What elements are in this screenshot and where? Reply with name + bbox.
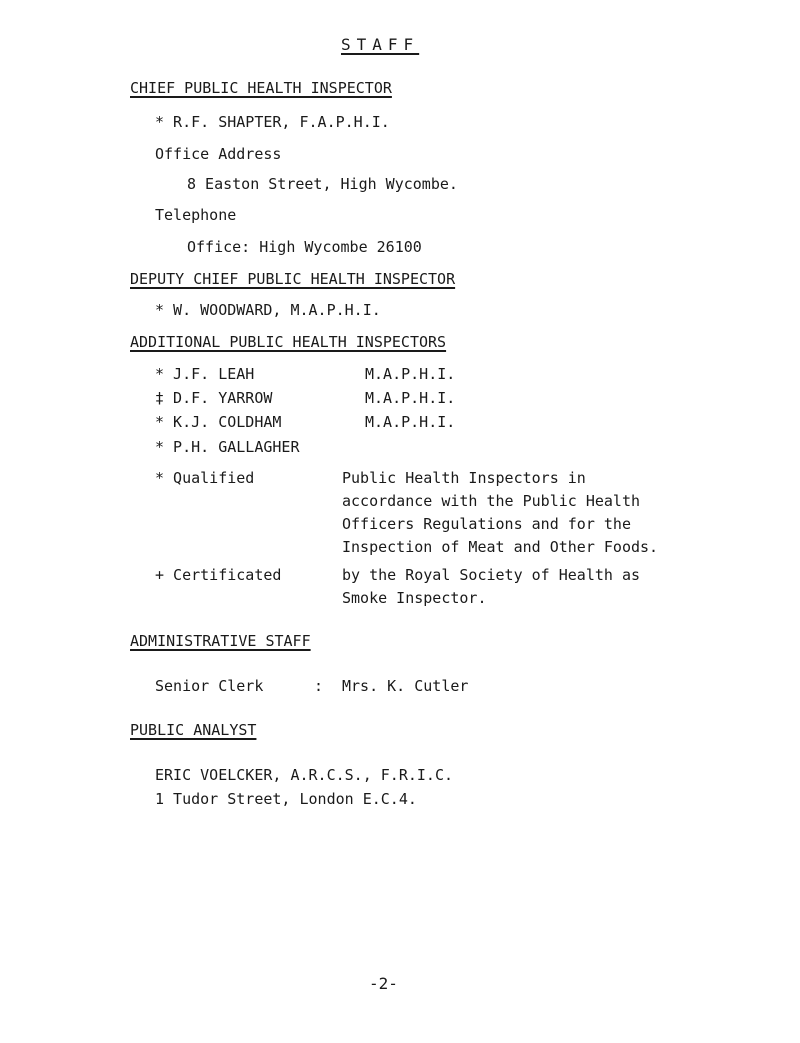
office-address: 8 Easton Street, High Wycombe. [187, 175, 458, 193]
chief-heading: CHIEF PUBLIC HEALTH INSPECTOR [130, 79, 392, 97]
additional-heading: ADDITIONAL PUBLIC HEALTH INSPECTORS [130, 333, 447, 351]
note-mark: * Qualified [155, 469, 255, 487]
admin-person: Mrs. K. Cutler [342, 677, 469, 695]
inspector-name: * J.F. LEAH [155, 365, 255, 383]
note-text: by the Royal Society of Health as Smoke Inspector. [342, 566, 641, 607]
office-label: Office Address [155, 145, 282, 163]
admin-heading: ADMINISTRATIVE STAFF [130, 632, 311, 650]
inspector-qualification: M.A.P.H.I. [365, 413, 456, 431]
page-number: -2- [369, 974, 398, 993]
telephone-label: Telephone [155, 206, 237, 224]
note-mark: + Certificated [155, 566, 282, 584]
admin-role: Senior Clerk [155, 677, 264, 695]
chief-name: * R.F. SHAPTER, F.A.P.H.I. [155, 113, 390, 131]
analyst-heading: PUBLIC ANALYST [130, 721, 257, 739]
inspector-qualification: M.A.P.H.I. [365, 389, 456, 407]
inspector-qualification: M.A.P.H.I. [365, 365, 456, 383]
inspector-name: ‡ D.F. YARROW [155, 389, 273, 407]
deputy-name: * W. WOODWARD, M.A.P.H.I. [155, 301, 381, 319]
inspector-name: * P.H. GALLAGHER [155, 438, 300, 456]
analyst-name: ERIC VOELCKER, A.R.C.S., F.R.I.C. [155, 766, 454, 784]
analyst-address: 1 Tudor Street, London E.C.4. [155, 790, 417, 808]
page-title: STAFF [341, 35, 420, 54]
inspector-name: * K.J. COLDHAM [155, 413, 282, 431]
admin-separator: : [314, 677, 324, 695]
telephone-number: Office: High Wycombe 26100 [187, 238, 422, 256]
deputy-heading: DEPUTY CHIEF PUBLIC HEALTH INSPECTOR [130, 270, 456, 288]
note-text: Public Health Inspectors in accordance with the Public Health Officers Regulations and for the Inspection of Meat and Other Foods. [342, 469, 659, 556]
